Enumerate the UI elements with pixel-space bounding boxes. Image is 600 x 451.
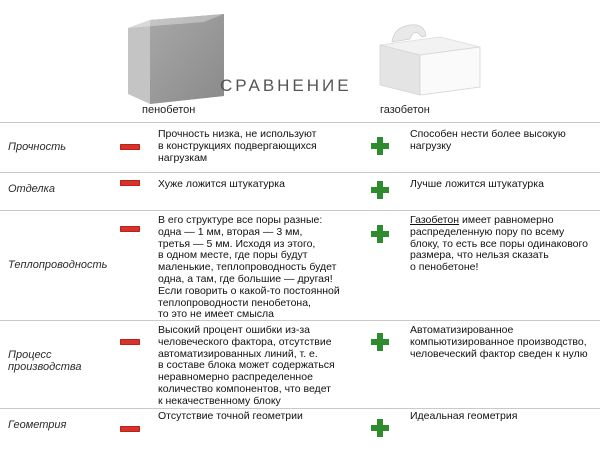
foam-cell: Хуже ложится штукатурка [158, 178, 285, 190]
minus-icon [120, 144, 140, 150]
page-title: СРАВНЕНИЕ [220, 76, 352, 95]
plus-icon [371, 333, 389, 351]
row-label: Геометрия [8, 419, 67, 431]
foam-concrete-label: пенобетон [142, 104, 196, 116]
table-row-finishing [0, 172, 600, 211]
foam-cell: Отсутствие точной геометрии [158, 410, 303, 422]
foam-cell: В его структуре все поры разные: одна — 1 мм, вторая — 3 мм, третья — 5 мм. Исходя из этого, в одном месте, где поры будут маленькие, теплопроводность будет одна, а там, где большие — другая! Если говорить о какой-то постоянной теплопроводности пенобетона, то это не имеет смысла [158, 214, 340, 321]
row-label: Отделка [8, 183, 55, 195]
row-label: Процесс производства [8, 349, 82, 373]
header [0, 0, 600, 122]
aerated-cell: Лучше ложится штукатурка [410, 178, 544, 190]
table-row-production [0, 320, 600, 409]
aerated-concrete-block-image [370, 15, 490, 97]
minus-icon [120, 226, 140, 232]
aerated-cell: Газобетон имеет равномерно распределенную пору по всему блоку, то есть все поры одинакового размера, что нельзя сказать о пенобетоне! [410, 214, 588, 274]
row-label: Теплопроводность [8, 259, 108, 271]
plus-icon [371, 137, 389, 155]
foam-cell: Высокий процент ошибки из-за человеческого фактора, отсутствие автоматизированных линий, т. е. в составе блока может содержаться неравномерно распределенное количество компонентов, что ведет к некачественному блоку [158, 324, 335, 407]
aerated-concrete-label: газобетон [380, 104, 430, 116]
table-row-thermal-conductivity [0, 210, 600, 321]
foam-cell: Прочность низка, не используют в конструкциях подвергающихся нагрузкам [158, 128, 317, 164]
plus-icon [371, 419, 389, 437]
row-label: Прочность [8, 141, 67, 153]
aerated-cell: Идеальная геометрия [410, 410, 518, 422]
table-row-geometry [0, 408, 600, 451]
minus-icon [120, 426, 140, 432]
plus-icon [371, 225, 389, 243]
minus-icon [120, 180, 140, 186]
aerated-cell: Автоматизированное компьютизированное производство, человеческий фактор сведен к нулю [410, 324, 588, 360]
minus-icon [120, 339, 140, 345]
aerated-cell: Способен нести более высокую нагрузку [410, 128, 566, 152]
aerated-concrete-link[interactable]: Газобетон [410, 214, 460, 226]
table-row-strength [0, 122, 600, 173]
plus-icon [371, 181, 389, 199]
